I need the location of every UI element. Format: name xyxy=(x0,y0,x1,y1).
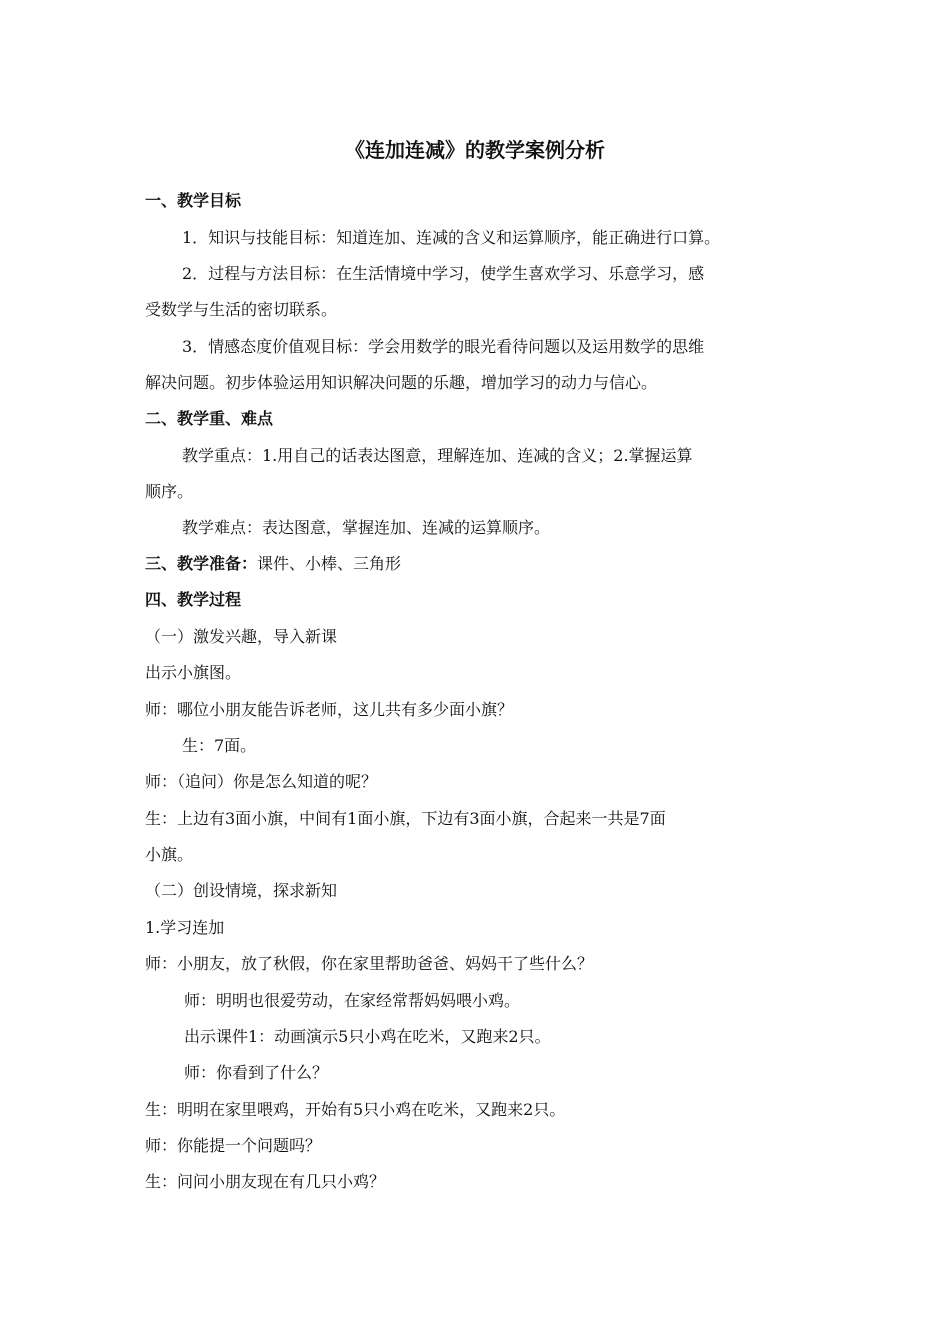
paragraph: 2．过程与方法目标：在生活情境中学习，使学生喜欢学习、乐意学习，感 xyxy=(182,264,705,283)
paragraph: 顺序。 xyxy=(145,482,194,501)
paragraph: 出示小旗图。 xyxy=(145,663,242,682)
paragraph: 教学重点：1.用自己的话表达图意，理解连加、连减的含义；2.掌握运算 xyxy=(182,446,693,465)
section-heading-label: 三、教学准备： xyxy=(145,554,258,573)
dialogue-line: 师：小朋友，放了秋假，你在家里帮助爸爸、妈妈干了些什么？ xyxy=(145,954,594,973)
dialogue-line: 生：上边有3面小旗，中间有1面小旗，下边有3面小旗，合起来一共是7面 xyxy=(145,809,666,828)
paragraph: 受数学与生活的密切联系。 xyxy=(145,300,338,319)
dialogue-line: 小旗。 xyxy=(145,845,194,864)
paragraph: 教学难点：表达图意，掌握连加、连减的运算顺序。 xyxy=(182,518,551,537)
subsection-heading: 1.学习连加 xyxy=(145,918,225,937)
preparation-items: 课件、小棒、三角形 xyxy=(257,554,402,573)
document-title: 《连加连减》的教学案例分析 xyxy=(345,138,605,162)
dialogue-line: 生：明明在家里喂鸡，开始有5只小鸡在吃米，又跑来2只。 xyxy=(145,1100,566,1119)
paragraph: 3．情感态度价值观目标：学会用数学的眼光看待问题以及运用数学的思维 xyxy=(182,337,705,356)
dialogue-line: 生：问问小朋友现在有几只小鸡？ xyxy=(145,1172,386,1191)
paragraph: 解决问题。初步体验运用知识解决问题的乐趣，增加学习的动力与信心。 xyxy=(145,373,658,392)
section-heading-key-points: 二、教学重、难点 xyxy=(145,409,274,428)
dialogue-line: 师：你看到了什么？ xyxy=(184,1063,329,1082)
subsection-heading: （一）激发兴趣，导入新课 xyxy=(145,627,338,646)
paragraph: 1．知识与技能目标：知道连加、连减的含义和运算顺序，能正确进行口算。 xyxy=(182,228,721,247)
dialogue-line: 师：哪位小朋友能告诉老师，这儿共有多少面小旗？ xyxy=(145,700,514,719)
dialogue-line: 生：7面。 xyxy=(182,736,257,755)
dialogue-line: 师：明明也很爱劳动，在家经常帮妈妈喂小鸡。 xyxy=(184,991,521,1010)
paragraph: 出示课件1：动画演示5只小鸡在吃米，又跑来2只。 xyxy=(184,1027,551,1046)
dialogue-line: 师：你能提一个问题吗？ xyxy=(145,1136,322,1155)
dialogue-line: 师：（追问）你是怎么知道的呢？ xyxy=(145,772,378,791)
subsection-heading: （二）创设情境，探求新知 xyxy=(145,881,338,900)
section-heading-preparation xyxy=(145,552,401,576)
section-heading-objectives: 一、教学目标 xyxy=(145,191,242,210)
section-heading-process: 四、教学过程 xyxy=(145,590,242,609)
